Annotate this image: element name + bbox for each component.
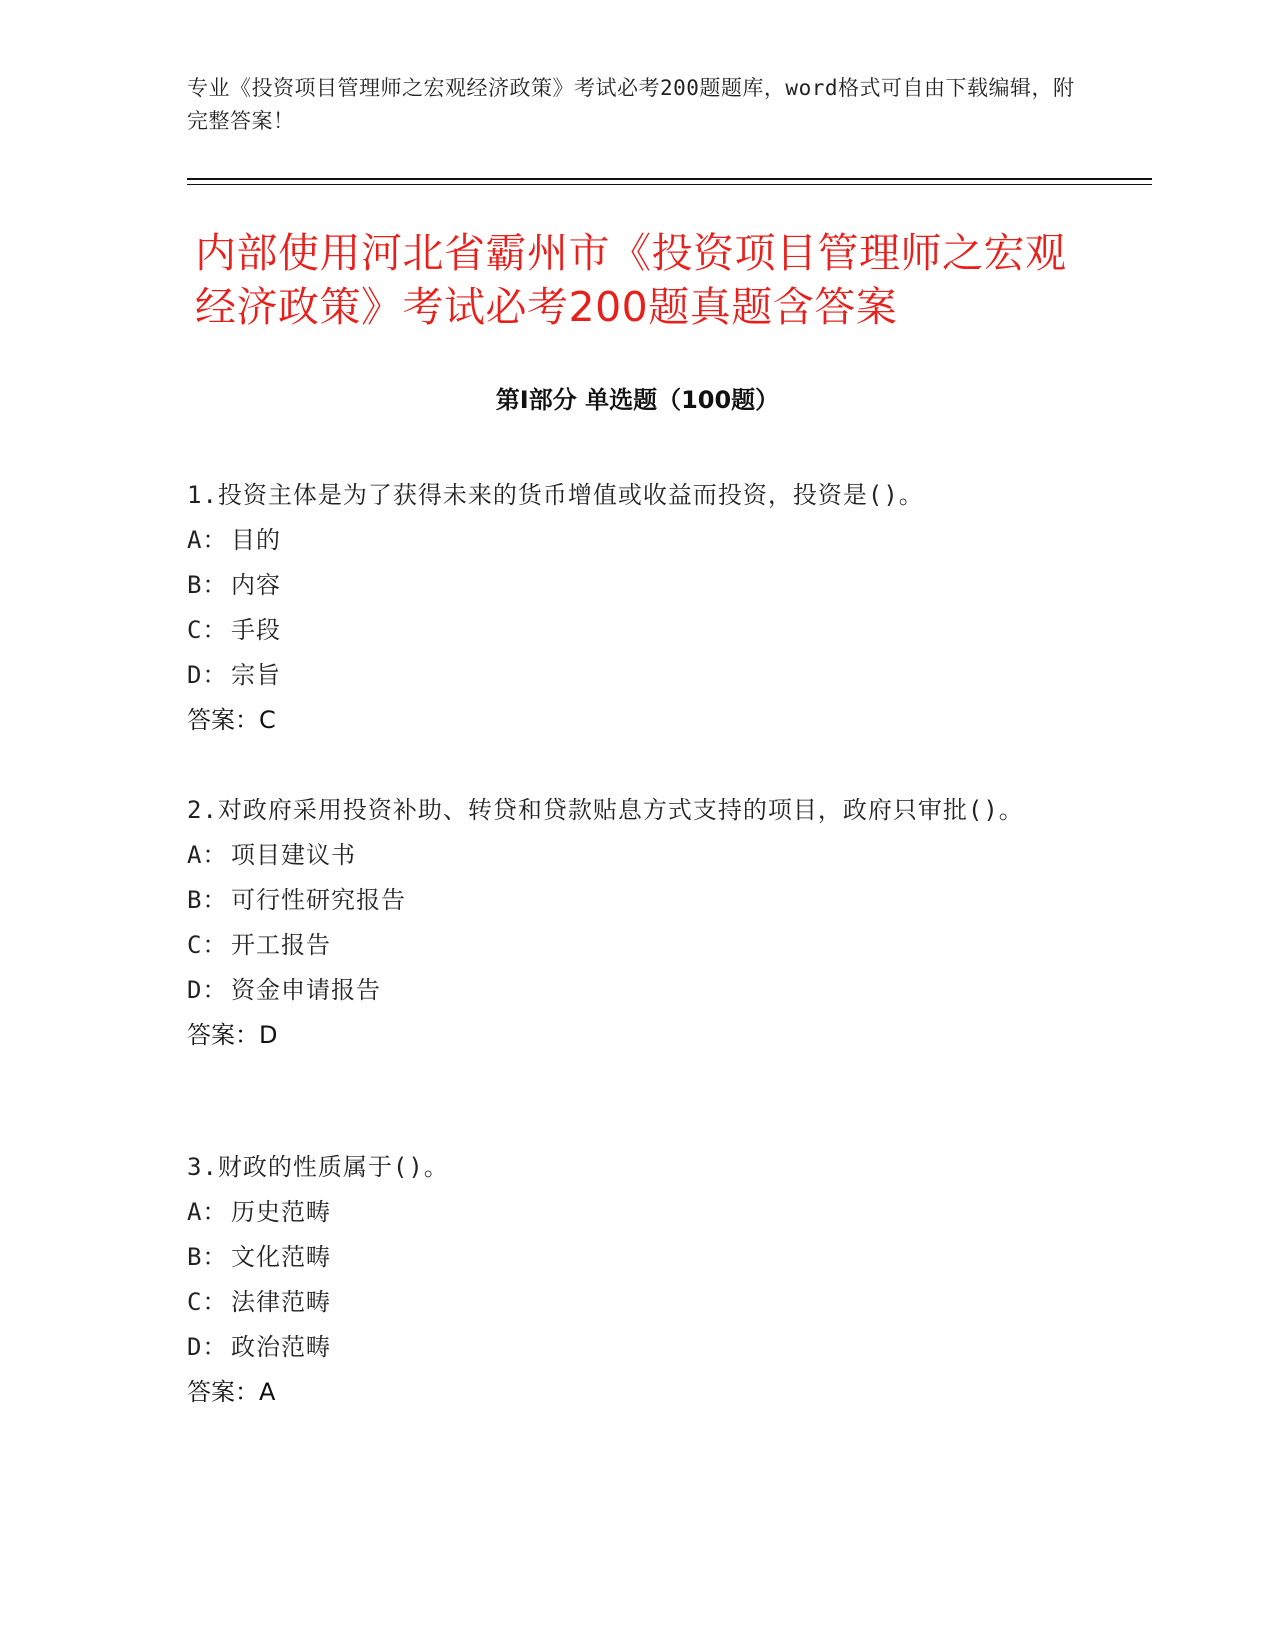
option-text: 资金申请报告 (231, 976, 381, 1004)
option-d (187, 968, 1067, 1013)
option-text: 可行性研究报告 (231, 886, 406, 914)
option-key: C： (187, 1288, 228, 1316)
option-text: 项目建议书 (231, 841, 356, 869)
option-text: 法律范畴 (231, 1288, 331, 1316)
option-b (187, 563, 1067, 608)
option-key: B： (187, 1243, 228, 1271)
option-text: 历史范畴 (231, 1198, 331, 1226)
answer-line (187, 1370, 1067, 1415)
option-text: 目的 (231, 526, 281, 554)
answer-line (187, 698, 1067, 743)
option-text: 政治范畴 (231, 1333, 331, 1361)
option-c (187, 1280, 1067, 1325)
option-key: D： (187, 1333, 228, 1361)
option-key: D： (187, 976, 228, 1004)
question-3 (187, 1145, 1067, 1415)
option-key: A： (187, 841, 228, 869)
option-a (187, 1190, 1067, 1235)
option-text: 宗旨 (231, 661, 281, 689)
option-d (187, 653, 1067, 698)
header-note: 专业《投资项目管理师之宏观经济政策》考试必考200题题库，word格式可自由下载编辑，附完整答案！ (187, 76, 1075, 133)
question-stem: 2.对政府采用投资补助、转贷和贷款贴息方式支持的项目，政府只审批()。 (187, 796, 1024, 824)
option-a (187, 518, 1067, 563)
option-key: C： (187, 616, 228, 644)
option-key: A： (187, 526, 228, 554)
question-stem: 3.财政的性质属于()。 (187, 1153, 449, 1181)
option-key: B： (187, 571, 228, 599)
option-key: B： (187, 886, 228, 914)
answer-label: 答案： (187, 706, 259, 734)
document-title: 内部使用河北省霸州市《投资项目管理师之宏观经济政策》考试必考200题真题含答案 (195, 229, 1067, 331)
header-rule-thick (187, 178, 1152, 180)
option-key: A： (187, 1198, 228, 1226)
option-text: 手段 (231, 616, 281, 644)
option-b (187, 878, 1067, 923)
option-d (187, 1325, 1067, 1370)
question-1 (187, 473, 1067, 743)
question-stem: 1.投资主体是为了获得未来的货币增值或收益而投资，投资是()。 (187, 481, 924, 509)
answer-value: A (259, 1378, 276, 1406)
option-text: 文化范畴 (231, 1243, 331, 1271)
section-title: 第Ⅰ部分 单选题（100题） (495, 386, 780, 414)
option-text: 内容 (231, 571, 281, 599)
option-c (187, 923, 1067, 968)
answer-line (187, 1013, 1067, 1058)
question-2 (187, 788, 1067, 1058)
option-text: 开工报告 (231, 931, 331, 959)
option-key: D： (187, 661, 228, 689)
option-b (187, 1235, 1067, 1280)
answer-label: 答案： (187, 1378, 259, 1406)
option-a (187, 833, 1067, 878)
answer-value: D (259, 1021, 278, 1049)
option-c (187, 608, 1067, 653)
header-rule-thin (187, 184, 1152, 185)
option-key: C： (187, 931, 228, 959)
answer-value: C (259, 706, 276, 734)
answer-label: 答案： (187, 1021, 259, 1049)
